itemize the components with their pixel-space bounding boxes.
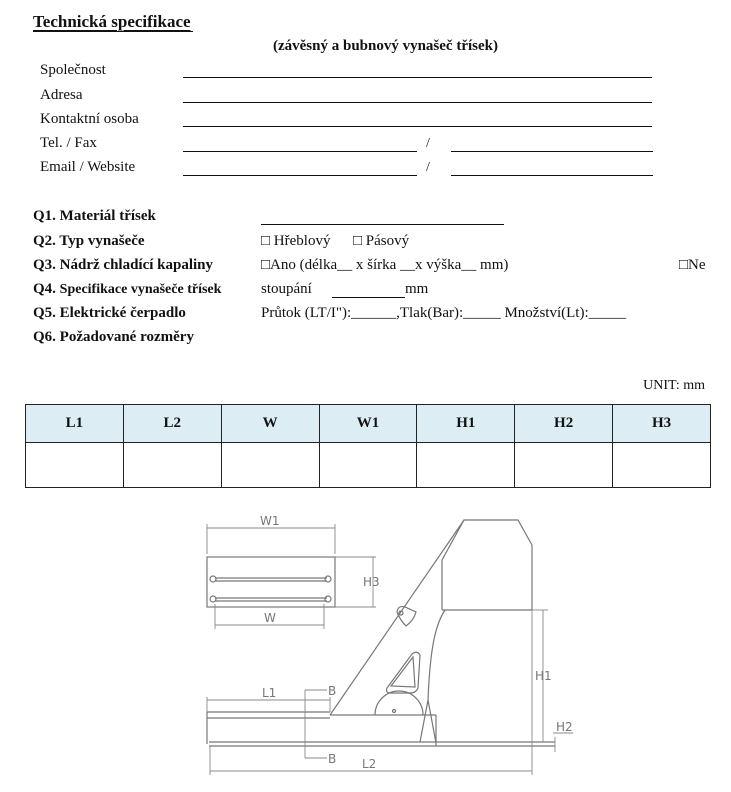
header-w: W <box>221 405 319 443</box>
page-title: Technická specifikace <box>33 12 191 31</box>
section-label-b-bottom: B <box>328 752 337 766</box>
dim-label-h3: H3 <box>363 575 380 589</box>
dim-label-l1: L1 <box>262 686 277 700</box>
q2-option-pasovy-checkbox[interactable]: □ Pásový <box>353 233 410 249</box>
header-w1: W1 <box>319 405 417 443</box>
top-view-frame <box>207 557 335 607</box>
q2-number: Q2. <box>33 233 56 249</box>
company-label: Společnost <box>40 62 106 78</box>
q1-number: Q1. <box>33 208 56 224</box>
q4-pitch-label: stoupání <box>261 281 312 297</box>
q5-pump-answer[interactable]: Průtok (LT/I"):______,Tlak(Bar):_____ Množství(Lt):_____ <box>261 305 627 321</box>
unit-label: UNIT: mm <box>643 378 705 393</box>
header-h1: H1 <box>417 405 515 443</box>
q3-no-checkbox[interactable]: □Ne <box>679 257 706 273</box>
q6-text: Požadované rozměry <box>59 329 194 345</box>
drive-housing <box>442 520 532 610</box>
header-h3: H3 <box>613 405 711 443</box>
q4-unit: mm <box>405 281 429 297</box>
q3-text: Nádrž chladící kapaliny <box>59 257 214 273</box>
drum <box>375 691 423 715</box>
q2-option-hreblovy-checkbox[interactable]: □ Hřeblový <box>261 233 331 249</box>
q2-text: Typ vynašeče <box>59 233 145 249</box>
lifting-lug <box>397 607 416 626</box>
email-website-label: Email / Website <box>40 159 136 175</box>
dim-label-w: W <box>264 611 276 625</box>
dim-label-h1: H1 <box>535 669 552 683</box>
top-view <box>207 514 380 629</box>
tel-fax-separator: / <box>426 136 430 151</box>
tel-fax-label: Tel. / Fax <box>40 135 97 151</box>
q4-text: Specifikace vynašeče třísek <box>59 282 222 297</box>
address-label: Adresa <box>40 87 83 103</box>
contact-person-label: Kontaktní osoba <box>40 111 139 127</box>
q5-text: Elektrické čerpadlo <box>59 305 186 321</box>
q1-text: Materiál třísek <box>59 208 156 224</box>
q3-number: Q3. <box>33 257 56 273</box>
email-website-separator: / <box>426 160 430 175</box>
q5-number: Q5. <box>33 305 56 321</box>
header-h2: H2 <box>515 405 613 443</box>
dim-label-h2: H2 <box>556 720 573 734</box>
side-view <box>207 520 573 775</box>
q6-number: Q6. <box>33 329 56 345</box>
dim-label-l2: L2 <box>362 757 377 771</box>
header-l1: L1 <box>26 405 124 443</box>
section-label-b-top: B <box>328 684 337 698</box>
dim-label-w1: W1 <box>260 514 280 528</box>
page-subtitle: (závěsný a bubnový vynašeč třísek) <box>272 38 498 54</box>
q4-number: Q4. <box>33 281 56 297</box>
header-l2: L2 <box>123 405 221 443</box>
q3-yes-checkbox[interactable]: □Ano (délka__ x šírka __x výška__ mm) <box>261 257 509 273</box>
